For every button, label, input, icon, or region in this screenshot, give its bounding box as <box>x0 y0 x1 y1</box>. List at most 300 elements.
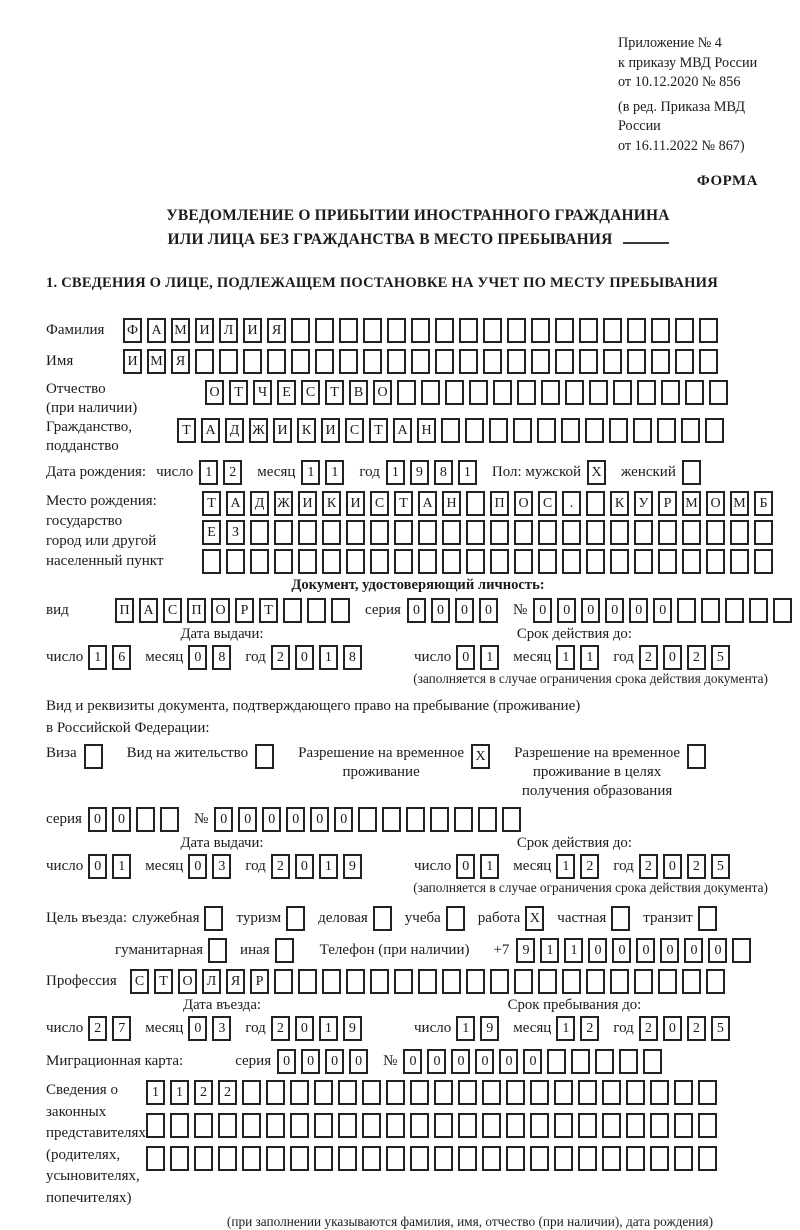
purpose-other-checkbox[interactable] <box>270 938 294 963</box>
char-box[interactable] <box>490 969 509 994</box>
char-box[interactable] <box>386 1113 405 1138</box>
char-box[interactable]: X <box>471 744 490 769</box>
char-box[interactable] <box>226 549 245 574</box>
char-box[interactable] <box>626 1080 645 1105</box>
char-box[interactable]: 0 <box>188 1016 207 1041</box>
doc-kind-input[interactable] <box>115 598 355 623</box>
char-box[interactable] <box>478 807 497 832</box>
char-box[interactable] <box>346 520 365 545</box>
char-box[interactable]: Я <box>226 969 245 994</box>
char-box[interactable] <box>338 1146 357 1171</box>
char-box[interactable] <box>445 380 464 405</box>
char-box[interactable] <box>442 520 461 545</box>
birth-month-input[interactable] <box>301 460 349 485</box>
char-box[interactable]: 7 <box>112 1016 131 1041</box>
char-box[interactable]: 0 <box>588 938 607 963</box>
char-box[interactable] <box>650 1113 669 1138</box>
char-box[interactable]: 0 <box>533 598 552 623</box>
doc-series-input[interactable] <box>407 598 503 623</box>
char-box[interactable] <box>410 1146 429 1171</box>
char-box[interactable] <box>602 1113 621 1138</box>
char-box[interactable] <box>434 1113 453 1138</box>
char-box[interactable] <box>674 1080 693 1105</box>
char-box[interactable]: 1 <box>456 1016 475 1041</box>
char-box[interactable] <box>298 549 317 574</box>
char-box[interactable] <box>418 969 437 994</box>
permit-expiry-day-input[interactable] <box>456 854 504 879</box>
char-box[interactable] <box>674 1113 693 1138</box>
char-box[interactable]: Ж <box>249 418 268 443</box>
char-box[interactable] <box>242 1113 261 1138</box>
char-box[interactable]: 0 <box>286 807 305 832</box>
char-box[interactable]: С <box>163 598 182 623</box>
char-box[interactable]: Д <box>225 418 244 443</box>
char-box[interactable]: 0 <box>334 807 353 832</box>
char-box[interactable]: С <box>130 969 149 994</box>
char-box[interactable] <box>586 491 605 516</box>
char-box[interactable]: 0 <box>636 938 655 963</box>
char-box[interactable] <box>489 418 508 443</box>
char-box[interactable] <box>458 1080 477 1105</box>
char-box[interactable] <box>459 349 478 374</box>
char-box[interactable] <box>242 1080 261 1105</box>
char-box[interactable]: К <box>297 418 316 443</box>
char-box[interactable] <box>685 380 704 405</box>
char-box[interactable] <box>290 1113 309 1138</box>
char-box[interactable] <box>307 598 326 623</box>
char-box[interactable] <box>290 1146 309 1171</box>
char-box[interactable] <box>506 1080 525 1105</box>
char-box[interactable] <box>373 906 392 931</box>
char-box[interactable]: 1 <box>112 854 131 879</box>
char-box[interactable] <box>397 380 416 405</box>
char-box[interactable] <box>346 969 365 994</box>
char-box[interactable] <box>434 1146 453 1171</box>
char-box[interactable]: 2 <box>88 1016 107 1041</box>
char-box[interactable]: 8 <box>343 645 362 670</box>
char-box[interactable]: X <box>525 906 544 931</box>
char-box[interactable]: 1 <box>319 854 338 879</box>
char-box[interactable] <box>435 349 454 374</box>
char-box[interactable] <box>610 969 629 994</box>
char-box[interactable]: 0 <box>451 1049 470 1074</box>
char-box[interactable]: А <box>418 491 437 516</box>
char-box[interactable] <box>482 1080 501 1105</box>
char-box[interactable]: З <box>226 520 245 545</box>
char-box[interactable] <box>610 549 629 574</box>
char-box[interactable]: 0 <box>214 807 233 832</box>
char-box[interactable] <box>266 1113 285 1138</box>
char-box[interactable] <box>314 1113 333 1138</box>
char-box[interactable] <box>626 1113 645 1138</box>
char-box[interactable]: 0 <box>295 854 314 879</box>
char-box[interactable]: А <box>201 418 220 443</box>
char-box[interactable] <box>267 349 286 374</box>
char-box[interactable]: С <box>370 491 389 516</box>
char-box[interactable] <box>610 520 629 545</box>
char-box[interactable] <box>218 1146 237 1171</box>
char-box[interactable] <box>578 1113 597 1138</box>
char-box[interactable]: 9 <box>480 1016 499 1041</box>
char-box[interactable] <box>754 549 773 574</box>
char-box[interactable]: 1 <box>325 460 344 485</box>
char-box[interactable] <box>541 380 560 405</box>
char-box[interactable] <box>483 349 502 374</box>
char-box[interactable]: 0 <box>262 807 281 832</box>
char-box[interactable] <box>698 906 717 931</box>
char-box[interactable] <box>466 520 485 545</box>
char-box[interactable] <box>331 598 350 623</box>
char-box[interactable] <box>406 807 425 832</box>
char-box[interactable]: 2 <box>271 854 290 879</box>
surname-input[interactable] <box>123 318 723 343</box>
char-box[interactable]: 1 <box>564 938 583 963</box>
char-box[interactable] <box>442 969 461 994</box>
doc-expiry-year-input[interactable] <box>639 645 735 670</box>
char-box[interactable]: 9 <box>410 460 429 485</box>
char-box[interactable] <box>266 1080 285 1105</box>
char-box[interactable] <box>578 1080 597 1105</box>
char-box[interactable] <box>84 744 103 769</box>
char-box[interactable]: М <box>682 491 701 516</box>
char-box[interactable] <box>446 906 465 931</box>
char-box[interactable]: И <box>298 491 317 516</box>
char-box[interactable] <box>658 969 677 994</box>
char-box[interactable]: 0 <box>431 598 450 623</box>
char-box[interactable]: О <box>178 969 197 994</box>
char-box[interactable] <box>194 1146 213 1171</box>
char-box[interactable]: И <box>273 418 292 443</box>
purpose-official-checkbox[interactable] <box>199 906 223 931</box>
char-box[interactable] <box>554 1146 573 1171</box>
char-box[interactable]: 0 <box>295 1016 314 1041</box>
char-box[interactable] <box>538 549 557 574</box>
char-box[interactable] <box>314 1080 333 1105</box>
char-box[interactable] <box>589 380 608 405</box>
permit-expiry-month-input[interactable] <box>556 854 604 879</box>
char-box[interactable] <box>538 520 557 545</box>
char-box[interactable]: 2 <box>271 1016 290 1041</box>
given-name-input[interactable] <box>123 349 723 374</box>
char-box[interactable] <box>562 549 581 574</box>
char-box[interactable] <box>322 520 341 545</box>
char-box[interactable]: 0 <box>456 645 475 670</box>
char-box[interactable]: 0 <box>475 1049 494 1074</box>
char-box[interactable]: 0 <box>325 1049 344 1074</box>
char-box[interactable] <box>458 1113 477 1138</box>
option-temp-residence-checkbox[interactable] <box>464 744 490 769</box>
char-box[interactable] <box>537 418 556 443</box>
char-box[interactable]: 1 <box>480 645 499 670</box>
char-box[interactable] <box>651 318 670 343</box>
char-box[interactable] <box>705 418 724 443</box>
char-box[interactable]: 5 <box>711 645 730 670</box>
permit-issue-month-input[interactable] <box>188 854 236 879</box>
char-box[interactable]: О <box>373 380 392 405</box>
char-box[interactable]: 1 <box>556 1016 575 1041</box>
char-box[interactable] <box>291 349 310 374</box>
char-box[interactable] <box>514 520 533 545</box>
char-box[interactable] <box>554 1080 573 1105</box>
char-box[interactable] <box>458 1146 477 1171</box>
char-box[interactable] <box>562 969 581 994</box>
char-box[interactable] <box>602 1080 621 1105</box>
char-box[interactable] <box>466 969 485 994</box>
char-box[interactable] <box>627 318 646 343</box>
char-box[interactable] <box>611 906 630 931</box>
entry-month-input[interactable] <box>188 1016 236 1041</box>
char-box[interactable] <box>469 380 488 405</box>
char-box[interactable] <box>675 318 694 343</box>
representatives-line3-input[interactable] <box>146 1146 722 1171</box>
doc-expiry-day-input[interactable] <box>456 645 504 670</box>
char-box[interactable]: 0 <box>301 1049 320 1074</box>
char-box[interactable] <box>291 318 310 343</box>
char-box[interactable]: 1 <box>319 1016 338 1041</box>
permit-series-input[interactable] <box>88 807 184 832</box>
char-box[interactable]: Н <box>417 418 436 443</box>
char-box[interactable] <box>554 1113 573 1138</box>
char-box[interactable]: П <box>115 598 134 623</box>
char-box[interactable]: М <box>147 349 166 374</box>
char-box[interactable] <box>578 1146 597 1171</box>
char-box[interactable]: Л <box>219 318 238 343</box>
char-box[interactable] <box>322 549 341 574</box>
char-box[interactable]: Ф <box>123 318 142 343</box>
char-box[interactable]: 0 <box>663 645 682 670</box>
char-box[interactable] <box>571 1049 590 1074</box>
char-box[interactable] <box>394 969 413 994</box>
char-box[interactable]: 3 <box>212 1016 231 1041</box>
char-box[interactable]: 0 <box>557 598 576 623</box>
char-box[interactable] <box>242 1146 261 1171</box>
char-box[interactable]: 0 <box>663 1016 682 1041</box>
char-box[interactable] <box>619 1049 638 1074</box>
char-box[interactable] <box>579 318 598 343</box>
char-box[interactable]: Б <box>754 491 773 516</box>
char-box[interactable] <box>394 549 413 574</box>
char-box[interactable]: 9 <box>343 854 362 879</box>
char-box[interactable] <box>709 380 728 405</box>
char-box[interactable] <box>418 549 437 574</box>
char-box[interactable]: 0 <box>238 807 257 832</box>
char-box[interactable] <box>418 520 437 545</box>
char-box[interactable] <box>531 318 550 343</box>
char-box[interactable]: Н <box>442 491 461 516</box>
purpose-transit-checkbox[interactable] <box>693 906 717 931</box>
char-box[interactable] <box>274 549 293 574</box>
char-box[interactable]: 1 <box>480 854 499 879</box>
birth-year-input[interactable] <box>386 460 482 485</box>
char-box[interactable] <box>459 318 478 343</box>
char-box[interactable]: Е <box>202 520 221 545</box>
gender-female-checkbox[interactable] <box>682 460 706 485</box>
char-box[interactable] <box>314 1146 333 1171</box>
char-box[interactable] <box>682 520 701 545</box>
char-box[interactable] <box>482 1113 501 1138</box>
stay-until-day-input[interactable] <box>456 1016 504 1041</box>
birth-place-line2-input[interactable] <box>202 520 778 545</box>
char-box[interactable] <box>434 1080 453 1105</box>
char-box[interactable]: X <box>587 460 606 485</box>
doc-issue-year-input[interactable] <box>271 645 367 670</box>
char-box[interactable] <box>561 418 580 443</box>
char-box[interactable] <box>706 969 725 994</box>
permit-issue-day-input[interactable] <box>88 854 136 879</box>
char-box[interactable] <box>370 520 389 545</box>
char-box[interactable] <box>298 969 317 994</box>
permit-number-input[interactable] <box>214 807 526 832</box>
representatives-line1-input[interactable] <box>146 1080 722 1105</box>
char-box[interactable]: А <box>393 418 412 443</box>
char-box[interactable]: М <box>171 318 190 343</box>
char-box[interactable] <box>643 1049 662 1074</box>
char-box[interactable]: 2 <box>639 645 658 670</box>
char-box[interactable]: С <box>301 380 320 405</box>
doc-expiry-month-input[interactable] <box>556 645 604 670</box>
char-box[interactable] <box>650 1146 669 1171</box>
char-box[interactable] <box>315 349 334 374</box>
char-box[interactable] <box>657 418 676 443</box>
char-box[interactable]: О <box>205 380 224 405</box>
char-box[interactable]: 2 <box>687 645 706 670</box>
char-box[interactable]: 0 <box>188 645 207 670</box>
char-box[interactable]: 1 <box>556 645 575 670</box>
char-box[interactable] <box>370 549 389 574</box>
char-box[interactable]: 0 <box>112 807 131 832</box>
char-box[interactable] <box>466 491 485 516</box>
char-box[interactable] <box>274 969 293 994</box>
char-box[interactable]: 8 <box>212 645 231 670</box>
char-box[interactable] <box>421 380 440 405</box>
char-box[interactable]: 0 <box>310 807 329 832</box>
char-box[interactable] <box>595 1049 614 1074</box>
char-box[interactable] <box>677 598 696 623</box>
char-box[interactable] <box>170 1146 189 1171</box>
char-box[interactable] <box>730 520 749 545</box>
char-box[interactable] <box>362 1146 381 1171</box>
stay-until-month-input[interactable] <box>556 1016 604 1041</box>
char-box[interactable]: 9 <box>516 938 535 963</box>
char-box[interactable]: 2 <box>580 1016 599 1041</box>
char-box[interactable] <box>442 549 461 574</box>
char-box[interactable] <box>339 349 358 374</box>
char-box[interactable] <box>706 520 725 545</box>
char-box[interactable]: А <box>147 318 166 343</box>
char-box[interactable]: Ч <box>253 380 272 405</box>
option-visa-checkbox[interactable] <box>77 744 103 769</box>
char-box[interactable] <box>490 549 509 574</box>
char-box[interactable] <box>363 318 382 343</box>
char-box[interactable] <box>339 318 358 343</box>
char-box[interactable] <box>286 906 305 931</box>
char-box[interactable] <box>626 1146 645 1171</box>
char-box[interactable] <box>698 1080 717 1105</box>
char-box[interactable] <box>298 520 317 545</box>
char-box[interactable]: 0 <box>455 598 474 623</box>
char-box[interactable]: 2 <box>687 854 706 879</box>
char-box[interactable] <box>290 1080 309 1105</box>
char-box[interactable] <box>517 380 536 405</box>
char-box[interactable] <box>386 1080 405 1105</box>
char-box[interactable]: И <box>321 418 340 443</box>
char-box[interactable] <box>773 598 792 623</box>
char-box[interactable] <box>681 418 700 443</box>
char-box[interactable]: О <box>706 491 725 516</box>
doc-issue-day-input[interactable] <box>88 645 136 670</box>
char-box[interactable]: 0 <box>499 1049 518 1074</box>
char-box[interactable] <box>160 807 179 832</box>
char-box[interactable] <box>506 1146 525 1171</box>
purpose-humanitarian-checkbox[interactable] <box>203 938 227 963</box>
char-box[interactable]: Р <box>250 969 269 994</box>
char-box[interactable] <box>698 1146 717 1171</box>
char-box[interactable]: 0 <box>277 1049 296 1074</box>
char-box[interactable]: А <box>139 598 158 623</box>
char-box[interactable]: 0 <box>479 598 498 623</box>
char-box[interactable]: 8 <box>434 460 453 485</box>
option-temp-residence-education-checkbox[interactable] <box>680 744 706 769</box>
char-box[interactable]: 1 <box>556 854 575 879</box>
mig-series-input[interactable] <box>277 1049 373 1074</box>
char-box[interactable] <box>362 1113 381 1138</box>
char-box[interactable] <box>547 1049 566 1074</box>
char-box[interactable] <box>586 520 605 545</box>
patronymic-input[interactable] <box>205 380 733 405</box>
char-box[interactable] <box>633 418 652 443</box>
doc-number-input[interactable] <box>533 598 797 623</box>
char-box[interactable]: 5 <box>711 1016 730 1041</box>
char-box[interactable]: Я <box>267 318 286 343</box>
option-residence-permit-checkbox[interactable] <box>248 744 274 769</box>
char-box[interactable] <box>658 549 677 574</box>
char-box[interactable]: 6 <box>112 645 131 670</box>
char-box[interactable] <box>441 418 460 443</box>
char-box[interactable] <box>555 349 574 374</box>
char-box[interactable] <box>530 1146 549 1171</box>
char-box[interactable] <box>250 520 269 545</box>
purpose-private-checkbox[interactable] <box>606 906 630 931</box>
char-box[interactable]: С <box>345 418 364 443</box>
mig-number-input[interactable] <box>403 1049 667 1074</box>
char-box[interactable] <box>338 1080 357 1105</box>
char-box[interactable]: 0 <box>456 854 475 879</box>
birth-place-line3-input[interactable] <box>202 549 778 574</box>
char-box[interactable] <box>514 969 533 994</box>
char-box[interactable] <box>338 1113 357 1138</box>
char-box[interactable] <box>363 349 382 374</box>
char-box[interactable] <box>650 1080 669 1105</box>
birth-place-line1-input[interactable] <box>202 491 778 516</box>
char-box[interactable]: 0 <box>684 938 703 963</box>
stay-until-year-input[interactable] <box>639 1016 735 1041</box>
char-box[interactable]: И <box>346 491 365 516</box>
char-box[interactable] <box>435 318 454 343</box>
birth-day-input[interactable] <box>199 460 247 485</box>
char-box[interactable] <box>204 906 223 931</box>
char-box[interactable]: Т <box>369 418 388 443</box>
char-box[interactable] <box>502 807 521 832</box>
char-box[interactable] <box>682 969 701 994</box>
char-box[interactable]: Д <box>250 491 269 516</box>
char-box[interactable]: Л <box>202 969 221 994</box>
char-box[interactable]: 0 <box>188 854 207 879</box>
char-box[interactable] <box>513 418 532 443</box>
char-box[interactable] <box>730 549 749 574</box>
char-box[interactable] <box>507 318 526 343</box>
char-box[interactable] <box>637 380 656 405</box>
char-box[interactable]: Т <box>202 491 221 516</box>
